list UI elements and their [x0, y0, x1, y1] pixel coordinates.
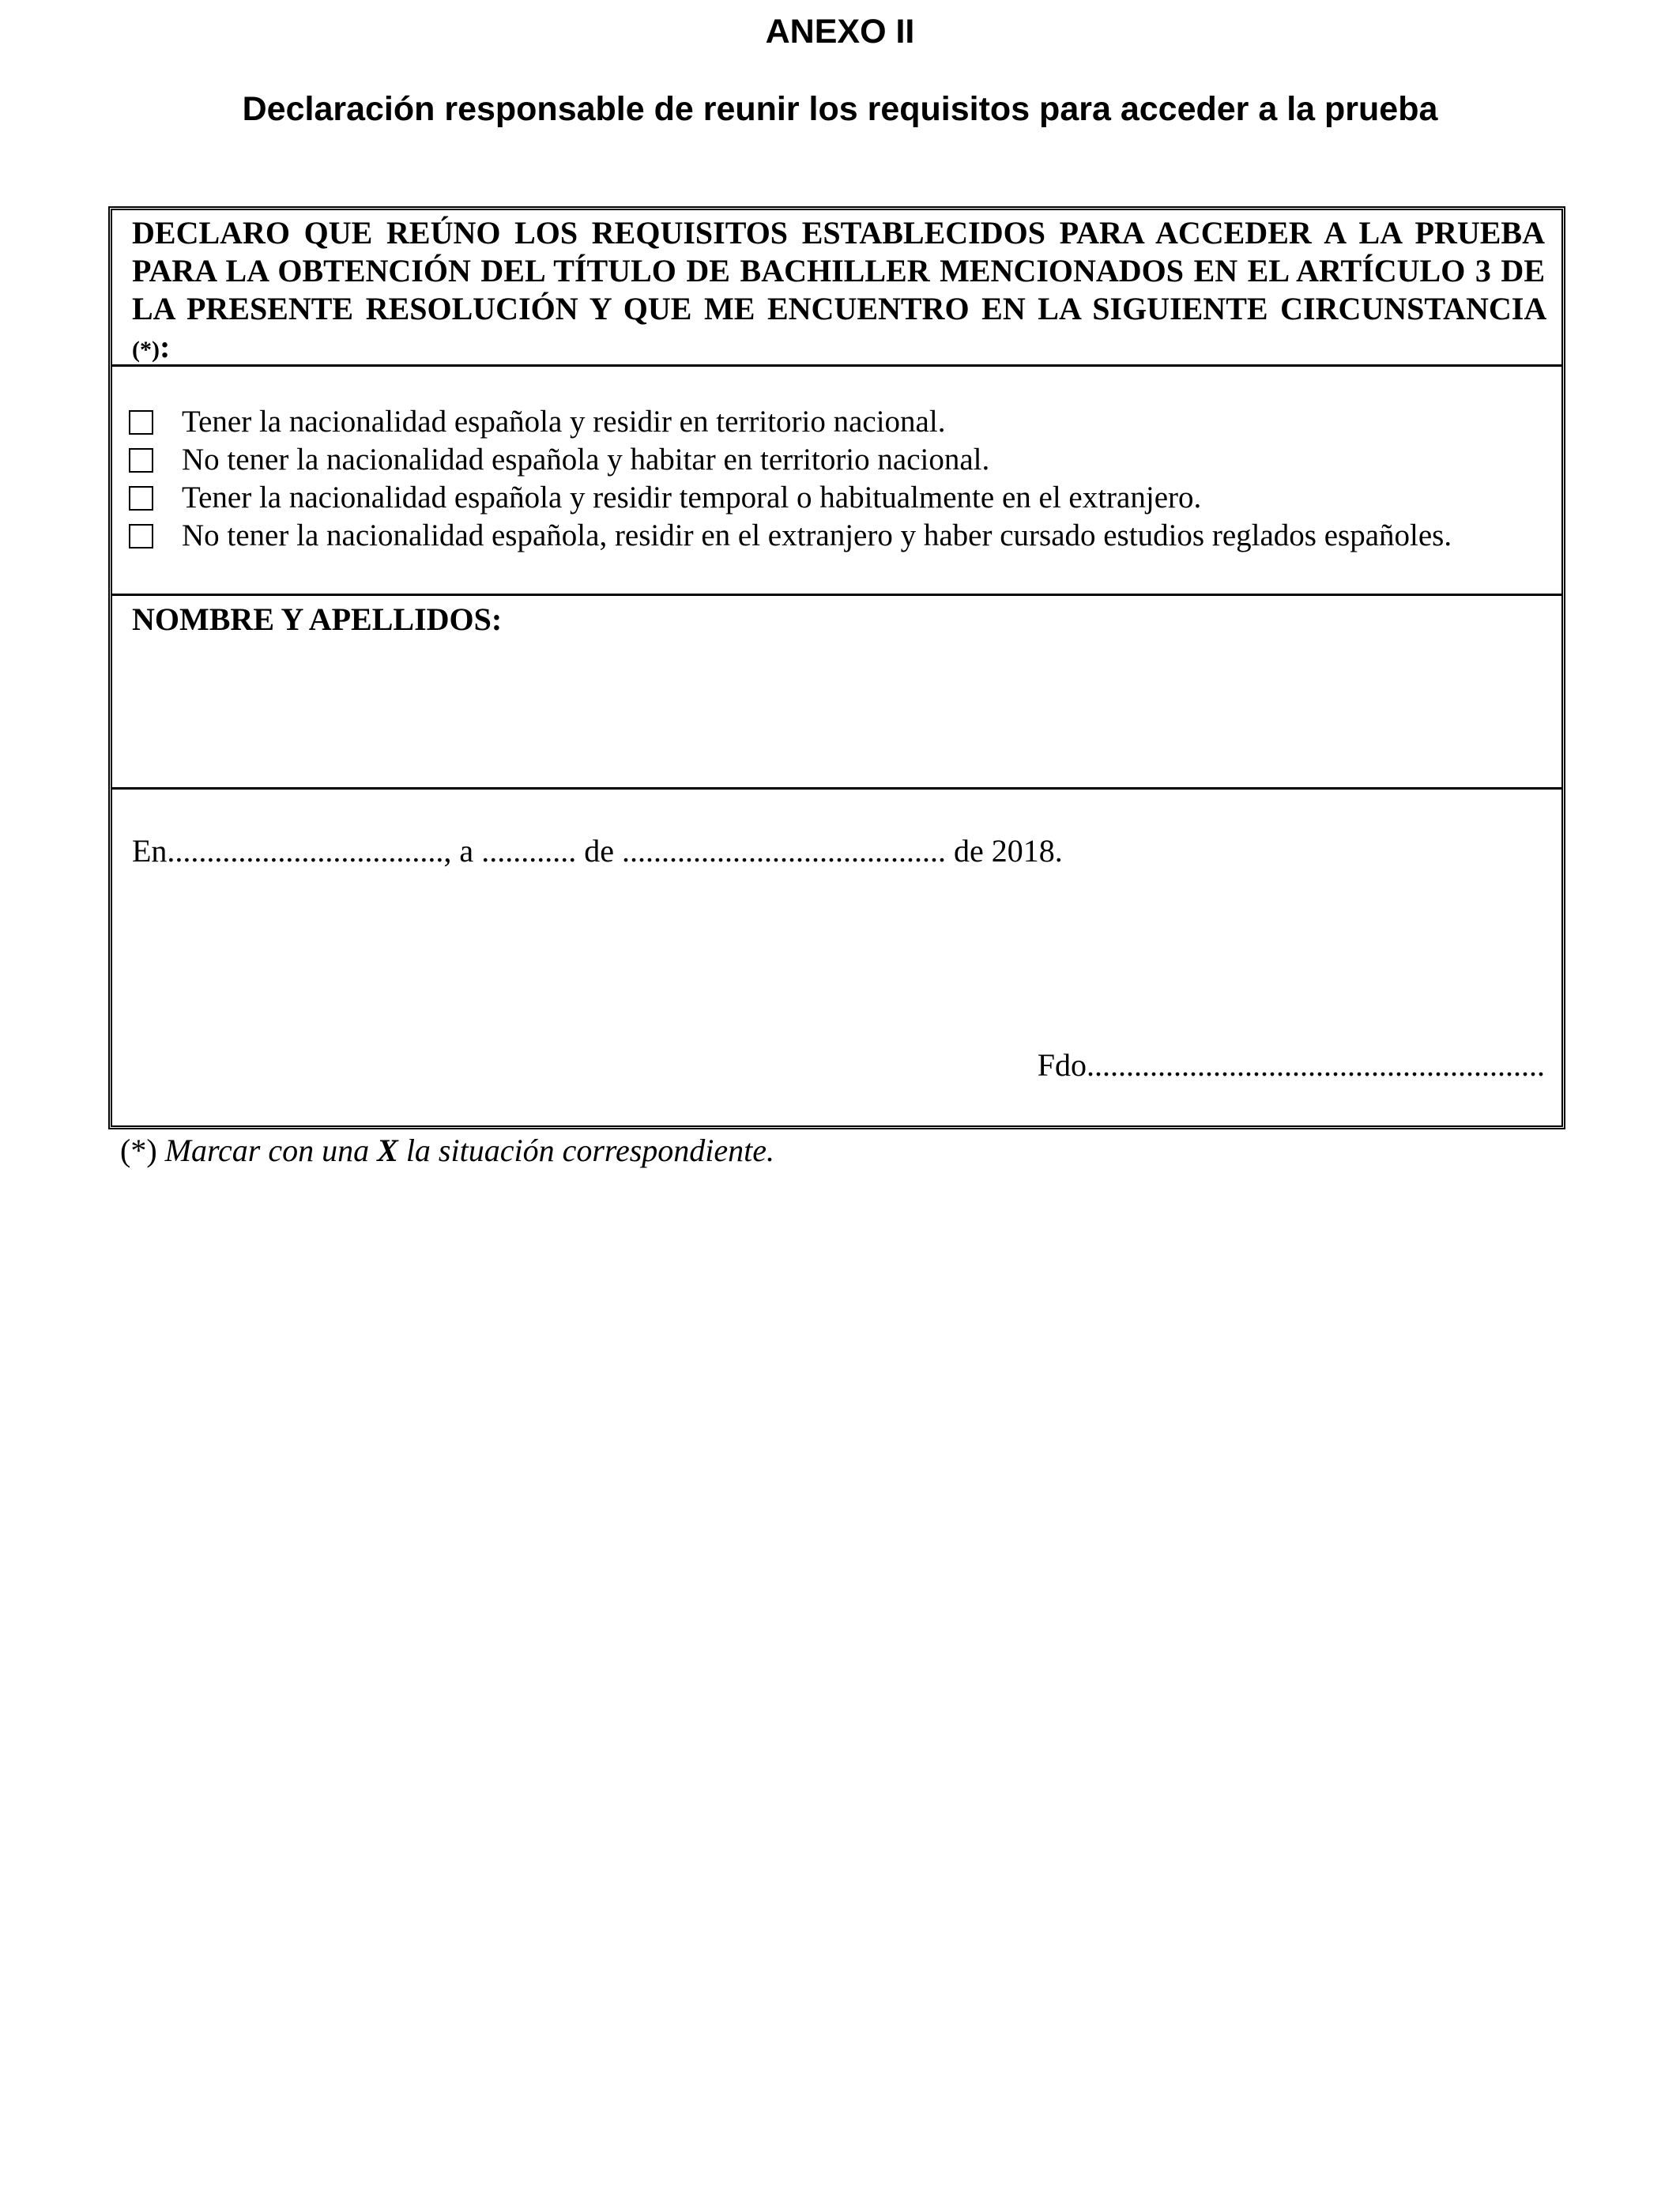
declaration-note-mark: (*) — [132, 337, 160, 363]
declaration-colon: : — [159, 329, 171, 364]
name-field[interactable] — [112, 596, 1561, 790]
footnote-text-after: la situación correspondiente. — [397, 1133, 775, 1168]
footnote-x-mark: X — [377, 1133, 398, 1168]
option-label: No tener la nacionalidad española, residir en el extranjero y haber cursado estudios reglados españoles. — [182, 518, 1452, 552]
document-subtitle: Declaración responsable de reunir los requisitos para acceder a la prueba — [242, 90, 1438, 128]
option-label: Tener la nacionalidad española y residir temporal o habitualmente en el extranjero. — [182, 481, 1202, 515]
footnote — [120, 1130, 774, 1171]
option-row — [129, 441, 1554, 479]
name-label: NOMBRE Y APELLIDOS: — [132, 601, 503, 637]
option-checkbox[interactable] — [129, 486, 153, 511]
signature-line[interactable]: Fdo.......................................................... — [1037, 1047, 1545, 1083]
annex-title: ANEXO II — [765, 13, 915, 51]
option-checkbox[interactable] — [129, 448, 153, 473]
option-row — [129, 403, 1554, 441]
option-row — [129, 517, 1554, 555]
footnote-mark: (*) — [120, 1133, 157, 1168]
declaration-form — [108, 206, 1565, 1129]
declaration-section — [112, 210, 1561, 367]
footnote-text-before: Marcar con una — [156, 1133, 378, 1168]
option-checkbox[interactable] — [129, 410, 153, 435]
option-label: No tener la nacionalidad española y habitar en territorio nacional. — [182, 443, 990, 477]
option-checkbox[interactable] — [129, 524, 153, 548]
circumstance-options — [112, 367, 1561, 596]
signature-section — [112, 790, 1561, 1125]
option-row — [129, 479, 1554, 517]
declaration-text: DECLARO QUE REÚNO LOS REQUISITOS ESTABLECIDOS PARA ACCEDER A LA PRUEBA PARA LA OBTENCIÓN DEL TÍTULO DE BACHILLER MENCIONADOS EN EL ARTÍCULO 3 DE LA PRESENTE RESOLUCIÓN Y QUE ME ENCUENTRO EN LA SIGUIENTE CIRCUNSTANCIA — [132, 215, 1545, 326]
declaration-statement — [132, 214, 1545, 369]
place-date-line[interactable]: En..................................., a ............ de ......................................... de 2018. — [132, 833, 1063, 869]
option-label: Tener la nacionalidad española y residir en territorio nacional. — [182, 405, 946, 439]
